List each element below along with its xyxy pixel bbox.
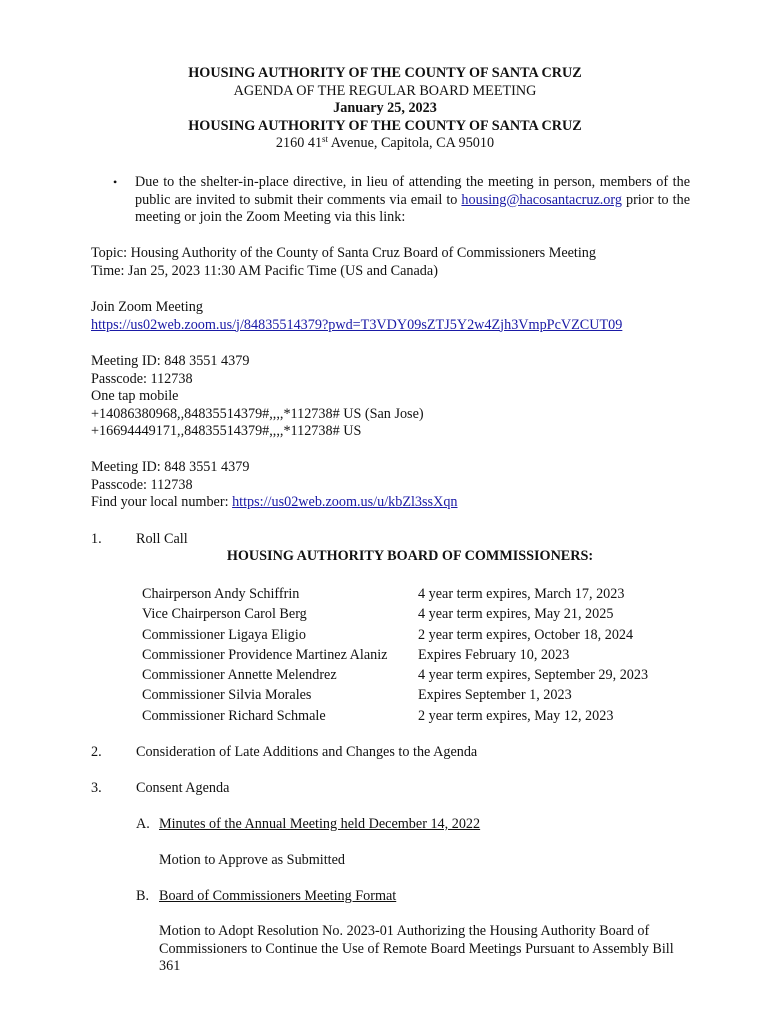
notice-text-after: prior to the meeting or join the Zoom Meeting via this link: [135, 191, 691, 225]
remote-notice-text [135, 174, 690, 227]
address-ordinal-suffix: st [322, 134, 329, 145]
zoom-passcode-2: Passcode: 112738 [91, 476, 193, 493]
zoom-local-number [91, 494, 731, 512]
commissioner-name: Commissioner Providence Martinez Alaniz [142, 646, 388, 663]
local-number-link[interactable]: https://us02web.zoom.us/u/kbZl3ssXqn [232, 494, 458, 510]
commissioner-term: Expires February 10, 2023 [418, 646, 570, 663]
zoom-meeting-id-2: Meeting ID: 848 3551 4379 [91, 459, 250, 475]
item-label-consent-agenda: Consent Agenda [136, 780, 230, 796]
bullet-icon: • [113, 175, 118, 189]
address-number: 2160 41 [275, 135, 323, 152]
commissioner-name: Commissioner Annette Melendrez [142, 667, 337, 684]
zoom-meeting-id: Meeting ID: 848 3551 4379 [91, 353, 250, 369]
local-number-label: Find your local number: [91, 494, 233, 510]
commissioner-term: 4 year term expires, May 21, 2025 [418, 606, 614, 623]
item-label-late-additions: Consideration of Late Additions and Changes to the Agenda [136, 744, 478, 760]
item-number-2: 2. [91, 744, 102, 760]
consent-item-b-motion: Motion to Adopt Resolution No. 2023-01 Authorizing the Housing Authority Board of Commissioners to Continue the Use of Remote Board Meetings Pursuant to Assembly Bill 361 [159, 923, 674, 974]
zoom-join-label: Join Zoom Meeting [91, 299, 203, 315]
consent-item-a-motion: Motion to Approve as Submitted [159, 852, 346, 868]
item-number-1: 1. [91, 531, 102, 547]
email-link[interactable]: housing@hacosantacruz.org [461, 191, 622, 208]
board-heading: HOUSING AUTHORITY BOARD OF COMMISSIONERS: [226, 548, 594, 564]
commissioner-name: Commissioner Ligaya Eligio [142, 626, 306, 643]
commissioner-name: Vice Chairperson Carol Berg [142, 606, 307, 623]
commissioner-term: Expires September 1, 2023 [418, 687, 572, 704]
meeting-date: January 25, 2023 [333, 100, 437, 117]
agenda-header [0, 65, 770, 153]
consent-item-a-title: Minutes of the Annual Meeting held December 14, 2022 [159, 816, 481, 832]
commissioner-term: 2 year term expires, May 12, 2023 [418, 707, 614, 724]
meeting-address [0, 135, 770, 153]
address-rest: Avenue, Capitola, CA 95010 [328, 135, 495, 152]
zoom-tap-number-2: +16694449171,,84835514379#,,,,*112738# US [91, 423, 362, 439]
agency-title-repeat: HOUSING AUTHORITY OF THE COUNTY OF SANTA CRUZ [188, 117, 582, 134]
agenda-title: AGENDA OF THE REGULAR BOARD MEETING [233, 82, 537, 99]
consent-item-a-label: A. [136, 816, 150, 832]
zoom-join-link[interactable]: https://us02web.zoom.us/j/84835514379?pwd=T3VDY09sZTJ5Y2w4Zjh3VmpPcVZCUT09 [91, 316, 623, 333]
item-number-3: 3. [91, 780, 102, 796]
consent-item-b-title: Board of Commissioners Meeting Format [159, 888, 397, 904]
zoom-passcode: Passcode: 112738 [91, 370, 193, 387]
commissioner-name: Commissioner Silvia Morales [142, 687, 312, 704]
zoom-topic: Topic: Housing Authority of the County of Santa Cruz Board of Commissioners Meeting [91, 245, 596, 261]
zoom-details-block [91, 353, 731, 441]
notice-text-before: Due to the shelter-in-place directive, in lieu of attending the meeting in person, members of the public are invited to submit their comments via email to [135, 174, 690, 208]
zoom-join-block [91, 299, 731, 334]
item-label-roll-call: Roll Call [136, 531, 188, 547]
commissioner-name: Chairperson Andy Schiffrin [142, 586, 300, 602]
zoom-tap-number-1: +14086380968,,84835514379#,,,,*112738# US (San Jose) [91, 405, 424, 422]
commissioner-term: 4 year term expires, March 17, 2023 [418, 586, 625, 602]
zoom-topic-block [91, 245, 731, 280]
commissioner-term: 2 year term expires, October 18, 2024 [418, 626, 634, 643]
consent-item-b-label: B. [136, 888, 150, 904]
zoom-local-block [91, 459, 731, 512]
commissioner-term: 4 year term expires, September 29, 2023 [418, 667, 649, 684]
commissioner-name: Commissioner Richard Schmale [142, 707, 326, 724]
agency-title: HOUSING AUTHORITY OF THE COUNTY OF SANTA CRUZ [188, 65, 582, 81]
zoom-one-tap-label: One tap mobile [91, 388, 179, 404]
zoom-time: Time: Jan 25, 2023 11:30 AM Pacific Time (US and Canada) [91, 262, 438, 279]
